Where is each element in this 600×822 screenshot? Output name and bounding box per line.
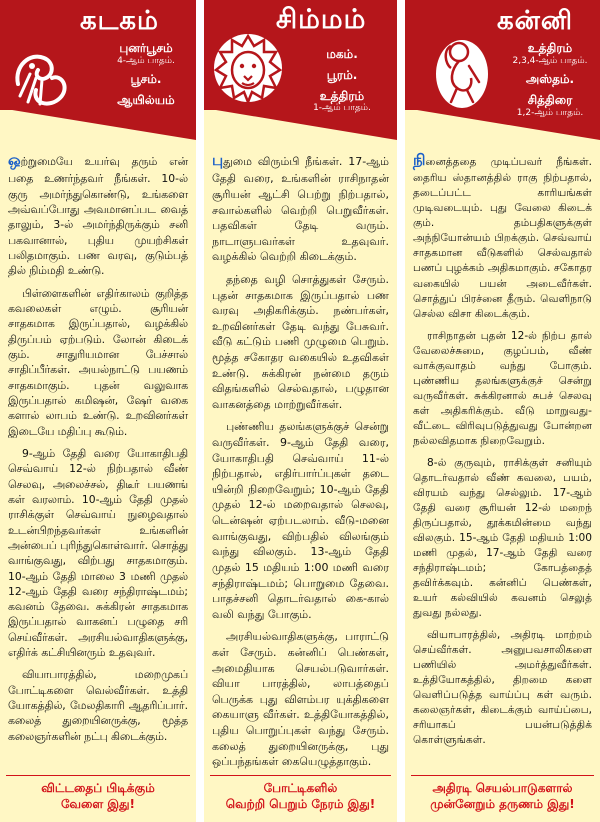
crab-emblem-icon bbox=[10, 44, 76, 110]
tagline: போட்டிகளில் வெற்றி பெறும் நேரம் இது! bbox=[210, 775, 391, 812]
horoscope-column-kanni bbox=[405, 0, 600, 822]
nakshatra-padam: 4-ஆம் பாதம். bbox=[117, 55, 175, 66]
paragraph: வியாபாரத்தில், மறைமுகப் போட்டிகளை வெல்வீர்கள். உத்தி யோகத்தில், மேலதிகாரி ஆதரிப்பார். கலைத் துறையினருக்கு, மூத்த கலைஞர்களின் நட்பு கிடைக்கும். bbox=[8, 668, 188, 743]
paragraph: 9-ஆம் தேதி வரை யோகாதிபதி செவ்வாய் 12-ல் நிற்பதால் வீண் செலவு, அலைச்சல், திடீர் பயணங் கள் வரலாம். 10-ஆம் தேதி முதல் ராசிக்குள் செவ்வாய் நுழைவதால் உடன்பிறந்தவர்கள் உங்களின் அன்பைப் புரிந்துகொள்வார். சொத்து வாங்குவது, விற்பது சாதகமாகும். 10-ஆம் தேதி மாலை 3 மணி முதல் 12-ஆம் தேதி வரை சந்திராஷ்டமம்; கவனம் தேவை. சுக்கிரன் சாதகமாக இருப்பதால் வாகனப் பழுதை சரி செய்வீர்கள். அரசியல்வாதிகளுக்கு, எதிர்க் கட்சியினரும் உதவுவர். bbox=[8, 446, 188, 660]
nakshatra-list bbox=[294, 48, 390, 114]
sign-title: கடகம் bbox=[80, 6, 159, 36]
tagline: அதிரடி செயல்பாடுகளால் முன்னேறும் தருணம் இது! bbox=[411, 775, 594, 812]
sign-header bbox=[0, 0, 196, 140]
paragraph: 8-ல் குருவும், ராசிக்குள் சனியும் தொடர்வதால் வீண் கவலை, பயம், விரயம் வந்து செல்லும். 17-ஆம் தேதி வரை சூரியன் 12-ல் மறைந் திருப்பதால், தூக்கமின்மை வந்து விலகும். 15-ஆம் தேதி மதியம் 1:00 மணி முதல், 17-ஆம் தேதி வரை சந்திராஷ்டமம்; கோபத்தைத் தவிர்க்கவும். கன்னிப் பெண்கள், உயர் கல்வியில் கவனம் செலுத் துவது நல்லது. bbox=[413, 456, 592, 620]
lion-emblem-icon bbox=[210, 28, 286, 106]
nakshatra-padam: 1-ஆம் பாதம். bbox=[313, 103, 371, 114]
prediction-text bbox=[0, 140, 196, 744]
nakshatra-list bbox=[503, 42, 597, 118]
nakshatra-name: மகம். bbox=[326, 47, 358, 61]
nakshatra-padam: 2,3,4-ஆம் பாதம். bbox=[512, 55, 588, 66]
horoscope-column-kadagam bbox=[0, 0, 196, 822]
drop-cap: நி bbox=[413, 151, 426, 169]
nakshatra-list bbox=[100, 42, 192, 108]
horoscope-column-simmam bbox=[204, 0, 397, 822]
drop-cap: ஒ bbox=[8, 151, 21, 169]
nakshatra-name: உத்திரம் bbox=[527, 41, 573, 55]
paragraph: பிள்ளைகளின் எதிர்காலம் குறித்த கவலைகள் எழும். சூரியன் சாதகமாக இருப்பதால், வழக்கில் திருப்பம் ஏற்படும். லோன் கிடைக் கும். சாதுரியமான பேச்சால் சாதிப்பீர்கள். அயல்நாட்டு பயணம் சாதகமாகும். புதன் வலுவாக இருப்பதால் கமிஷன், ஷேர் வகை களால் லாபம் உண்டு. உறவினர்கள் இடையே மதிப்பு கூடும். bbox=[8, 286, 188, 438]
drop-cap: பு bbox=[212, 151, 224, 169]
paragraph: ஒற்றுமையே உயர்வு தரும் என் பதை உணர்ந்தவர் நீங்கள். 10-ல் குரு அமர்ந்துகொண்டு, உங்களை அவ்வப்போது அவமானப்பட வைத் தாலும், 3-ல் அமர்ந்திருக்கும் சனி பகவானால், புதிய முயற்சிகள் பலிதமாகும். பண வரவு, குடும்பத் தில் நிம்மதி உண்டு. bbox=[8, 151, 188, 278]
nakshatra-name: பூரம். bbox=[326, 67, 358, 82]
nakshatra-name: உத்திரம் bbox=[319, 88, 365, 103]
prediction-text bbox=[204, 140, 397, 770]
sign-title: கன்னி bbox=[497, 6, 573, 36]
nakshatra-padam: 1,2-ஆம் பாதம். bbox=[516, 107, 584, 118]
paragraph: புதுமை விரும்பி நீங்கள். 17-ஆம் தேதி வரை, உங்களின் ராசிநாதன் சூரியன் ஆட்சி பெற்று நிற்பதால், சவால்களில் வெற்றி பெறுவீர்கள். பதவிகள் தேடி வரும். நாடாளுபவர்கள் உதவுவர். வழக்கில் வெற்றி கிடைக்கும். bbox=[212, 151, 389, 264]
paragraph: ராசிநாதன் புதன் 12-ல் நிற்ப தால் வேலைச்சுமை, குழப்பம், வீண் வாக்குவாதம் வந்து போகும். புண்ணிய தலங்களுக்குச் சென்று வருவீர்கள். சுக்கிரனால் சுபச் செலவு கள் அதிகரிக்கும். வீடு மாறுவது-வீட்டை விரிவுபடுத்துவது போன்றன நல்லவிதமாக நிறைவேறும். bbox=[413, 329, 592, 447]
paragraph: நினைத்ததை முடிப்பவர் நீங்கள். தைரிய ஸ்தானத்தில் ராகு நிற்பதால், தடைப்பட்ட காரியங்கள் முடிவடையும். புது வேலை கிடைக் கும். தம்பதிகளுக்குள் அந்நியோன்யம் பிறக்கும். செவ்வாய் சாதகமான வீடுகளில் செல்வதால் பணப் புழக்கம் அதிகமாகும். சகோதர வகையில் பயன் அடைவீர்கள். சொத்துப் பிரச்னை தீரும். வெளிநாடு செல்ல விசா கிடைக்கும். bbox=[413, 151, 592, 320]
sign-header bbox=[204, 0, 397, 140]
prediction-text bbox=[405, 140, 600, 748]
paragraph: வியாபாரத்தில், அதிரடி மாற்றம் செய்வீர்கள். அனுபவசாலிகளை பணியில் அமர்த்துவீர்கள். உத்தியோகத்தில், திறமை களை வெளிப்படுத்த வாய்ப்பு கள் வரும். கலைஞர்கள், கிடைக்கும் வாய்ப்பை, சரியாகப் பயன்படுத்திக் கொள்ளுங்கள். bbox=[413, 629, 592, 747]
paragraph: தந்தை வழி சொத்துகள் சேரும். புதன் சாதகமாக இருப்பதால் பண வரவு அதிகரிக்கும். நண்பர்கள், உறவினர்கள் தேடி வந்து பேசுவர். வீடு கட்டும் பணி முழுமை பெறும். மூத்த சகோதர வகையில் உதவிகள் உண்டு. சுக்கிரன் நன்மை தரும் விதங்களில் செல்வதால், பழுதான வாகனத்தை மாற்றுவீர்கள். bbox=[212, 272, 389, 411]
sign-title: சிம்மம் bbox=[276, 4, 367, 35]
paragraph: புண்ணிய தலங்களுக்குச் சென்று வருவீர்கள். 9-ஆம் தேதி வரை, யோகாதிபதி செவ்வாய் 11-ல் நிற்பதால், எதிர்பார்ப்புகள் தடை யின்றி நிறைவேறும்; 10-ஆம் தேதி முதல் 12-ல் மறைவதால் செலவு, டென்ஷன் ஏற்படலாம். வீடு-மனை வாங்குவது, விற்பதில் விலங்கும் வந்து விலகும். 13-ஆம் தேதி முதல் 15 மதியம் 1:00 மணி வரை சந்திராஷ்டமம்; பொறுமை தேவை. பாதச்சனி தொடர்வதால் கை-கால் வலி வந்து போகும். bbox=[212, 420, 389, 621]
sign-header bbox=[405, 0, 600, 140]
paragraph: அரசியல்வாதிகளுக்கு, பாராட்டு கள் சேரும். கன்னிப் பெண்கள், அமைதியாக செயல்படுவார்கள். வியா பாரத்தில், லாபத்தைப் பெருக்க புது விளம்பர யுக்திகளை கையாளு வீர்கள். உத்தியோகத்தில், புதிய பொறுப்புகள் வந்து சேரும். கலைத் துறையினருக்கு, புது ஒப்பந்தங்கள் கையெழுத்தாகும். bbox=[212, 630, 389, 769]
virgo-emblem-icon bbox=[429, 30, 495, 110]
nakshatra-name: சித்திரை bbox=[527, 92, 573, 107]
nakshatra-name: அஸ்தம். bbox=[525, 72, 575, 87]
nakshatra-name: புனர்பூசம் bbox=[119, 41, 173, 55]
nakshatra-name: ஆயில்யம் bbox=[117, 92, 175, 107]
nakshatra-name: பூசம். bbox=[130, 72, 162, 87]
tagline: விட்டதைப் பிடிக்கும் வேளை இது! bbox=[6, 775, 190, 812]
